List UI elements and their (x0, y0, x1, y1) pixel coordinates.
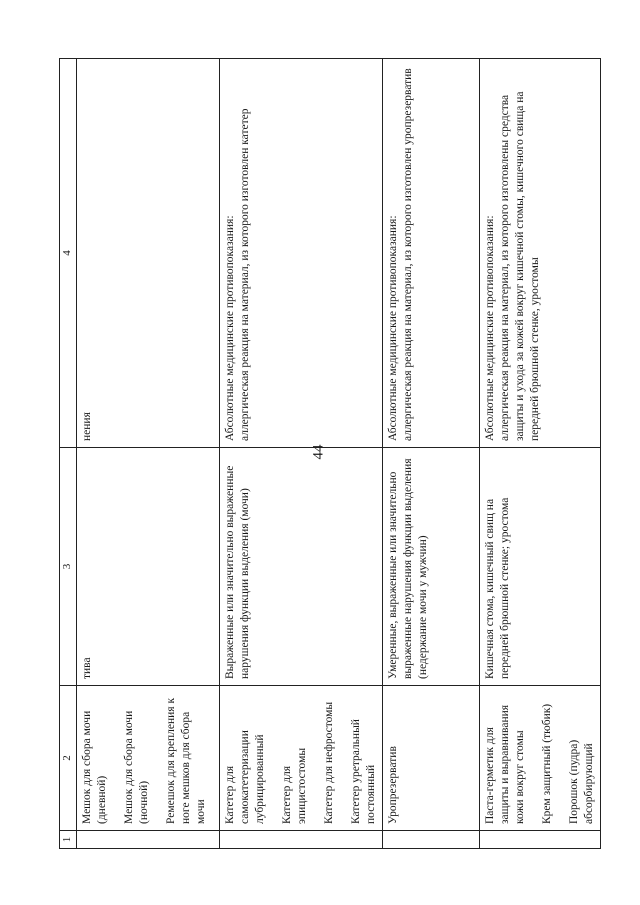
product-item: Катетер для самокатетеризации лубрицированный (224, 730, 266, 824)
product-item: Ремешок для крепления к ноге мешков для сбора мочи (165, 697, 207, 824)
cell-col-1 (220, 831, 383, 849)
cell-col-1 (77, 831, 220, 849)
cell-contraindications: нения (77, 59, 220, 448)
table-header-row (60, 59, 77, 849)
product-item: Порошок (пудра) абсорбирующий (568, 739, 595, 824)
header-col-1: 1 (60, 831, 77, 849)
header-col-3: 3 (60, 448, 77, 686)
product-item: Катетер для нефростомы (323, 701, 335, 824)
contraindications-text: аллергическая реакция на материал, из которого изготовлены средства защиты и ухода за кожей вокруг кишечной стомы, кишечного свища на передней брюшной стенке, уростомы (499, 91, 541, 441)
cell-indications: тива (77, 448, 220, 686)
table-row (383, 59, 480, 849)
cell-contraindications (383, 59, 480, 448)
cell-products (77, 686, 220, 831)
contraindications-title: Абсолютные медицинские противопоказания: (484, 215, 496, 441)
cell-products (383, 686, 480, 831)
product-item: Катетер уретральный постоянный (350, 719, 377, 824)
product-item: Уропрезерватив (387, 746, 399, 824)
contraindications-title: Абсолютные медицинские противопоказания: (387, 215, 399, 441)
cell-indications: Умеренные, выраженные или значительно выраженные нарушения функции выделения (недержание мочи у мужчин) (383, 448, 480, 686)
product-item: Паста-герметик для защиты и выравнивания кожи вокруг стомы (484, 704, 526, 824)
product-item: Крем защитный (тюбик) (541, 703, 553, 824)
cell-products (220, 686, 383, 831)
table-row (480, 59, 601, 849)
cell-indications: Кишечная стома, кишечный свищ на передней брюшной стенке; уростома (480, 448, 601, 686)
product-item: Мешок для сбора мочи (дневной) (81, 710, 108, 824)
header-col-4: 4 (60, 59, 77, 448)
cell-col-1 (383, 831, 480, 849)
cell-contraindications (480, 59, 601, 448)
table-row (220, 59, 383, 849)
product-item: Мешок для сбора мочи (ночной) (123, 710, 150, 824)
cell-col-1 (480, 831, 601, 849)
contraindications-table (59, 58, 601, 849)
cell-indications: Выраженные или значительно выраженные нарушения функции выделения (мочи) (220, 448, 383, 686)
rotated-table-container (59, 59, 595, 849)
header-col-2: 2 (60, 686, 77, 831)
contraindications-text: аллергическая реакция на материал, из которого изготовлен катетер (239, 108, 251, 441)
contraindications-text: аллергическая реакция на материал, из которого изготовлен уропрезерватив (402, 68, 414, 441)
cell-products (480, 686, 601, 831)
product-item: Катетер для эпицистостомы (281, 747, 308, 824)
table-row (77, 59, 220, 849)
contraindications-title: Абсолютные медицинские противопоказания: (224, 215, 236, 441)
page-number: 44 (310, 444, 327, 460)
cell-contraindications (220, 59, 383, 448)
